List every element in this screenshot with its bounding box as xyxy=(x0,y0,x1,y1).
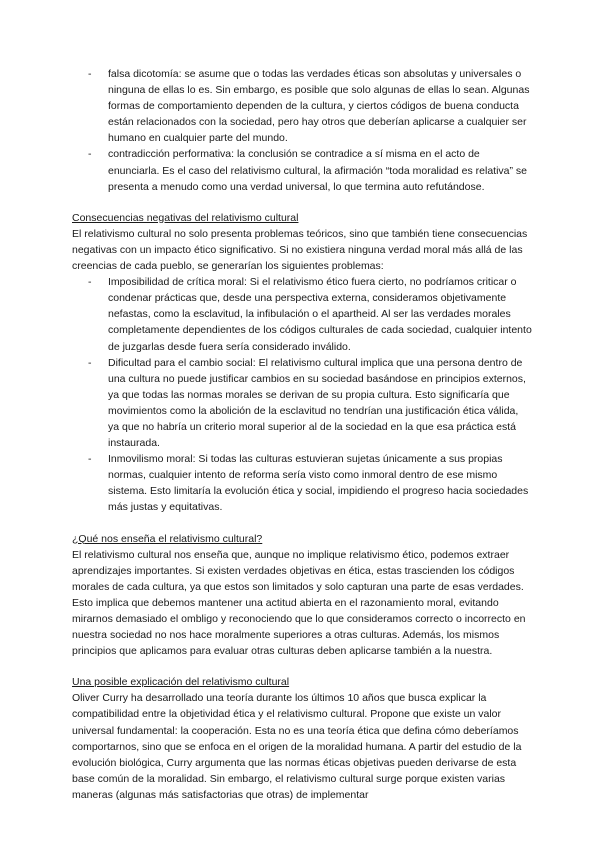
list-item xyxy=(72,146,532,194)
bullet-dash: - xyxy=(88,356,92,369)
section-heading-consequences: Consecuencias negativas del relativismo cultural xyxy=(72,211,299,224)
bullet-list-consequences xyxy=(72,274,532,515)
list-item-text: Inmovilismo moral: Si todas las culturas estuvieran sujetas únicamente a sus propias normas, cualquier intento de reforma sería visto como inmoral dentro de ese mismo sistema. Esto limitaría la evolución ética y social, impidiendo el progreso hacia sociedades más justas y equitativas. xyxy=(108,453,529,514)
list-item xyxy=(72,355,532,452)
section-body-explanation: Oliver Curry ha desarrollado una teoría durante los últimos 10 años que busca explicar la compatibilidad entre la objetividad ética y el relativismo cultural. Propone que existe un valor universal fundamental: la cooperación. Esta no es una teoría ética que defina cómo deberíamos comportarnos, sino que se enfoca en el origen de la moralidad humana. A partir del estudio de la evolución biológica, Curry argumenta que las normas éticas objetivas pueden derivarse de esta base común de la moralidad. Sin embargo, el relativismo cultural surge porque existen varias maneras (algunas más satisfactorias que otras) de implementar xyxy=(72,692,522,801)
bullet-dash: - xyxy=(88,148,92,161)
bullet-list-fallacies xyxy=(72,66,532,195)
section-intro-consequences: El relativismo cultural no solo presenta problemas teóricos, sino que también tiene consecuencias negativas con un impacto ético significativo. Si no existiera ninguna verdad moral más allá de las creencias de cada pueblo, se generarían los siguientes problemas: xyxy=(72,227,528,273)
list-item-text: Dificultad para el cambio social: El relativismo cultural implica que una persona dentro de una cultura no puede justificar cambios en su sociedad basándose en principios externos, ya que todas las normas morales se derivan de su propia cultura. Esto significaría que movimientos como la abolición de la esclavitud no tendrían una justificación ética válida, ya que no habría un criterio moral superior al de la sociedad en la que esa práctica está instaurada. xyxy=(108,356,526,450)
bullet-dash: - xyxy=(88,68,92,80)
section-body-lessons: El relativismo cultural nos enseña que, aunque no implique relativismo ético, podemos extraer aprendizajes importantes. Si existen verdades objetivas en ética, estas trascienden los códigos morales de cada cultura, ya que estos son limitados y solo capturan una parte de esas verdades. Esto implica que debemos mantener una actitud abierta en el razonamiento moral, evitando mirarnos demasiado el ombligo y reconociendo que lo que consideramos correcto o incorrecto en nuestra sociedad no nos hace moralmente superiores a otras culturas. Además, los mismos principios que aplicamos para evaluar otras culturas deben aplicarse también a la nuestra. xyxy=(72,548,526,658)
list-item-text: contradicción performativa: la conclusión se contradice a sí misma en el acto de enunciarla. Es el caso del relativismo cultural, la afirmación “toda moralidad es relativa” se presenta a menudo como una verdad universal, lo que termina auto refutándose. xyxy=(108,148,528,193)
bullet-dash: - xyxy=(88,276,92,289)
section-heading-explanation: Una posible explicación del relativismo cultural xyxy=(72,676,290,689)
list-item xyxy=(72,451,532,515)
list-item-text: falsa dicotomía: se asume que o todas las verdades éticas son absolutas y universales o ninguna de ellas lo es. Sin embargo, es posible que solo algunas de ellas lo sean. Algunas formas de comportamiento dependen de la cultura, y ciertos códigos de buena conducta están relacionados con la sociedad, pero hay otros que deberían aplicarse a cualquier ser humano en cualquier parte del mundo. xyxy=(108,68,530,145)
list-item xyxy=(72,274,532,354)
document-page xyxy=(72,66,532,803)
list-item xyxy=(72,66,532,146)
section-heading-lessons: ¿Qué nos enseña el relativismo cultural? xyxy=(72,532,263,545)
list-item-text: Imposibilidad de crítica moral: Si el relativismo ético fuera cierto, no podríamos criticar o condenar prácticas que, desde una perspectiva externa, consideramos objetivamente nefastas, como la esclavitud, la infibulación o el apartheid. Al ser las verdades morales completamente dependientes de los códigos culturales de cada sociedad, cualquier intento de juzgarlas desde fuera sería considerado inválido. xyxy=(108,276,532,353)
bullet-dash: - xyxy=(88,453,92,466)
